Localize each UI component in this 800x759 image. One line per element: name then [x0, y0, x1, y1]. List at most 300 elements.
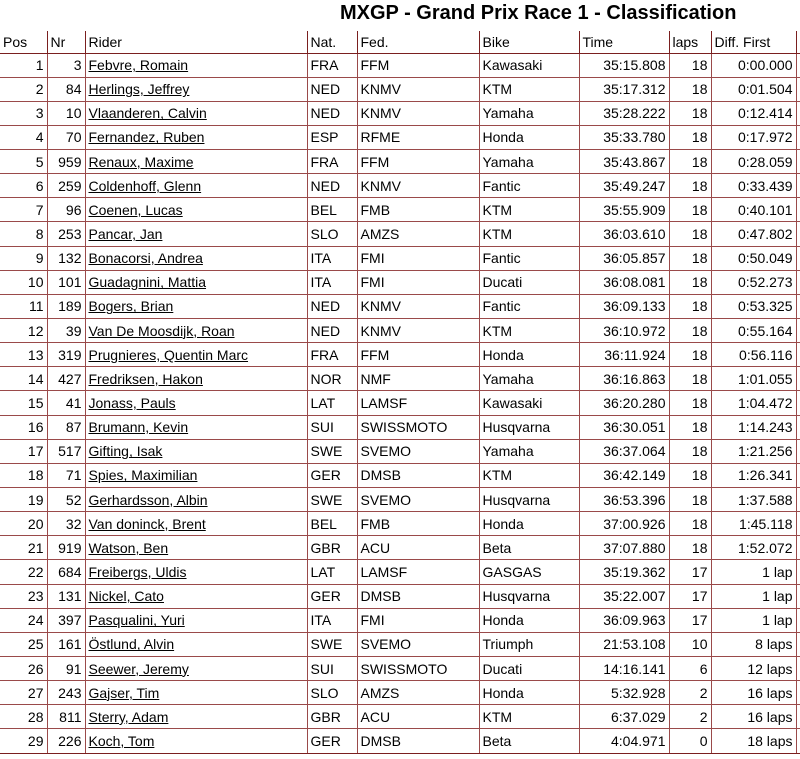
cell-nat: SWE [307, 632, 357, 656]
cell-nat: SUI [307, 657, 357, 681]
cell-nat: ITA [307, 270, 357, 294]
cell-nr: 71 [47, 463, 85, 487]
cell-diff: 8 laps [711, 632, 796, 656]
cell-laps: 18 [669, 198, 711, 222]
cell-diff: 1:04.472 [711, 391, 796, 415]
rider-link[interactable]: Koch, Tom [88, 733, 155, 749]
cell-nr: 70 [47, 125, 85, 149]
rider-link[interactable]: Febvre, Romain [88, 57, 189, 74]
cell-nr: 96 [47, 198, 85, 222]
cell-extra [796, 125, 800, 149]
cell-pos: 28 [0, 705, 47, 729]
cell-diff: 1:14.243 [711, 415, 796, 439]
table-row [0, 77, 800, 101]
table-row [0, 174, 800, 198]
cell-bike: Honda [479, 681, 579, 705]
rider-link[interactable]: Gajser, Tim [88, 684, 160, 701]
rider-link[interactable]: Pasqualini, Yuri [88, 612, 185, 629]
header-laps: laps [669, 31, 711, 53]
cell-extra [796, 150, 800, 174]
cell-nat: SUI [307, 415, 357, 439]
table-row [0, 53, 800, 77]
cell-nr: 226 [47, 729, 85, 753]
cell-laps: 18 [669, 101, 711, 125]
cell-time: 36:16.863 [579, 367, 669, 391]
cell-laps: 18 [669, 319, 711, 343]
cell-laps: 2 [669, 681, 711, 705]
cell-rider [85, 150, 307, 174]
cell-bike: Yamaha [479, 150, 579, 174]
table-row [0, 560, 800, 584]
cell-nat: BEL [307, 198, 357, 222]
cell-pos: 19 [0, 488, 47, 512]
cell-extra [796, 198, 800, 222]
cell-extra [796, 608, 800, 632]
cell-bike: KTM [479, 77, 579, 101]
cell-fed: RFME [357, 125, 479, 149]
page-title: MXGP - Grand Prix Race 1 - Classification [340, 2, 737, 24]
cell-fed: FMB [357, 512, 479, 536]
cell-fed: SWISSMOTO [357, 415, 479, 439]
cell-bike: KTM [479, 319, 579, 343]
cell-time: 4:04.971 [579, 729, 669, 753]
cell-nat: GER [307, 584, 357, 608]
cell-diff: 1 lap [711, 608, 796, 632]
cell-pos: 15 [0, 391, 47, 415]
cell-fed: FMI [357, 608, 479, 632]
table-row [0, 705, 800, 729]
cell-laps: 0 [669, 729, 711, 753]
cell-nat: GBR [307, 705, 357, 729]
cell-rider [85, 174, 307, 198]
cell-diff: 1:52.072 [711, 536, 796, 560]
cell-nr: 811 [47, 705, 85, 729]
cell-time: 36:30.051 [579, 415, 669, 439]
cell-bike: Yamaha [479, 367, 579, 391]
cell-time: 35:55.909 [579, 198, 669, 222]
cell-fed: KNMV [357, 174, 479, 198]
cell-diff: 1:01.055 [711, 367, 796, 391]
cell-nr: 397 [47, 608, 85, 632]
cell-fed: DMSB [357, 463, 479, 487]
cell-laps: 17 [669, 584, 711, 608]
cell-rider [85, 101, 307, 125]
cell-extra [796, 319, 800, 343]
cell-time: 37:00.926 [579, 512, 669, 536]
cell-laps: 18 [669, 512, 711, 536]
cell-nr: 10 [47, 101, 85, 125]
rider-link[interactable]: Nickel, Cato [88, 588, 164, 605]
cell-nat: NED [307, 174, 357, 198]
cell-nat: SLO [307, 222, 357, 246]
cell-rider [85, 632, 307, 656]
cell-rider [85, 125, 307, 149]
cell-nr: 161 [47, 632, 85, 656]
cell-bike: Ducati [479, 270, 579, 294]
cell-nr: 189 [47, 294, 85, 318]
cell-laps: 6 [669, 657, 711, 681]
cell-fed: LAMSF [357, 391, 479, 415]
cell-extra [796, 488, 800, 512]
cell-diff: 0:28.059 [711, 150, 796, 174]
header-nr: Nr [47, 31, 85, 53]
header-row [0, 31, 800, 53]
cell-bike: Yamaha [479, 439, 579, 463]
cell-time: 36:37.064 [579, 439, 669, 463]
rider-link[interactable]: Guadagnini, Mattia [88, 274, 207, 291]
cell-pos: 6 [0, 174, 47, 198]
cell-fed: NMF [357, 367, 479, 391]
cell-laps: 18 [669, 125, 711, 149]
cell-fed: SVEMO [357, 632, 479, 656]
cell-nr: 3 [47, 53, 85, 77]
cell-time: 36:10.972 [579, 319, 669, 343]
cell-bike: Ducati [479, 657, 579, 681]
cell-rider [85, 53, 307, 77]
cell-extra [796, 463, 800, 487]
cell-bike: Kawasaki [479, 391, 579, 415]
cell-laps: 18 [669, 246, 711, 270]
table-row [0, 270, 800, 294]
cell-laps: 2 [669, 705, 711, 729]
cell-nat: GER [307, 463, 357, 487]
rider-link[interactable]: Herlings, Jeffrey [88, 81, 190, 98]
cell-nat: NED [307, 77, 357, 101]
cell-laps: 18 [669, 488, 711, 512]
cell-bike: Kawasaki [479, 53, 579, 77]
cell-extra [796, 536, 800, 560]
cell-pos: 18 [0, 463, 47, 487]
cell-bike: Beta [479, 729, 579, 753]
cell-laps: 18 [669, 222, 711, 246]
cell-nat: GBR [307, 536, 357, 560]
table-row [0, 681, 800, 705]
cell-time: 36:09.963 [579, 608, 669, 632]
cell-nat: BEL [307, 512, 357, 536]
table-row [0, 198, 800, 222]
table-row [0, 729, 800, 753]
cell-bike: KTM [479, 463, 579, 487]
cell-extra [796, 439, 800, 463]
cell-extra [796, 705, 800, 729]
cell-rider [85, 512, 307, 536]
cell-pos: 26 [0, 657, 47, 681]
cell-fed: ACU [357, 536, 479, 560]
cell-fed: AMZS [357, 222, 479, 246]
rider-link[interactable]: Renaux, Maxime [88, 153, 194, 170]
table-row [0, 222, 800, 246]
cell-time: 37:07.880 [579, 536, 669, 560]
cell-fed: DMSB [357, 729, 479, 753]
cell-nr: 32 [47, 512, 85, 536]
cell-extra [796, 77, 800, 101]
cell-pos: 27 [0, 681, 47, 705]
cell-nat: FRA [307, 53, 357, 77]
cell-bike: Honda [479, 343, 579, 367]
rider-link[interactable]: Brumann, Kevin [88, 419, 189, 436]
cell-rider [85, 439, 307, 463]
table-row [0, 125, 800, 149]
cell-time: 35:22.007 [579, 584, 669, 608]
cell-pos: 8 [0, 222, 47, 246]
rider-link[interactable]: Prugnieres, Quentin Marc [88, 346, 249, 363]
cell-pos: 2 [0, 77, 47, 101]
cell-extra [796, 246, 800, 270]
cell-nr: 52 [47, 488, 85, 512]
cell-pos: 12 [0, 319, 47, 343]
cell-fed: FFM [357, 150, 479, 174]
cell-nat: NED [307, 319, 357, 343]
cell-rider [85, 681, 307, 705]
cell-laps: 18 [669, 415, 711, 439]
header-diff: Diff. First [711, 31, 796, 53]
cell-pos: 20 [0, 512, 47, 536]
cell-diff: 0:56.116 [711, 343, 796, 367]
cell-nr: 427 [47, 367, 85, 391]
cell-fed: KNMV [357, 101, 479, 125]
cell-extra [796, 560, 800, 584]
cell-laps: 17 [669, 608, 711, 632]
table-row [0, 536, 800, 560]
cell-nr: 243 [47, 681, 85, 705]
cell-nr: 919 [47, 536, 85, 560]
cell-rider [85, 222, 307, 246]
cell-nr: 131 [47, 584, 85, 608]
cell-diff: 16 laps [711, 681, 796, 705]
cell-fed: LAMSF [357, 560, 479, 584]
cell-fed: FFM [357, 343, 479, 367]
cell-extra [796, 53, 800, 77]
cell-nat: NED [307, 294, 357, 318]
cell-bike: Beta [479, 536, 579, 560]
cell-bike: Husqvarna [479, 415, 579, 439]
cell-rider [85, 391, 307, 415]
cell-extra [796, 343, 800, 367]
table-row [0, 608, 800, 632]
cell-nr: 39 [47, 319, 85, 343]
cell-extra [796, 657, 800, 681]
cell-rider [85, 536, 307, 560]
cell-fed: FMI [357, 246, 479, 270]
cell-nat: LAT [307, 391, 357, 415]
header-pos: Pos [0, 31, 47, 53]
rider-link[interactable]: Gerhardsson, Albin [88, 491, 208, 508]
cell-pos: 9 [0, 246, 47, 270]
cell-nr: 91 [47, 657, 85, 681]
table-row [0, 657, 800, 681]
table-row [0, 512, 800, 536]
cell-nr: 101 [47, 270, 85, 294]
cell-bike: Yamaha [479, 101, 579, 125]
cell-nat: ESP [307, 125, 357, 149]
cell-pos: 17 [0, 439, 47, 463]
classification-table [0, 31, 800, 754]
cell-extra [796, 391, 800, 415]
table-row [0, 319, 800, 343]
cell-fed: SWISSMOTO [357, 657, 479, 681]
cell-laps: 18 [669, 150, 711, 174]
cell-time: 36:08.081 [579, 270, 669, 294]
cell-time: 6:37.029 [579, 705, 669, 729]
cell-pos: 22 [0, 560, 47, 584]
cell-diff: 18 laps [711, 729, 796, 753]
cell-nat: FRA [307, 150, 357, 174]
cell-laps: 18 [669, 174, 711, 198]
rider-link[interactable]: Östlund, Alvin [88, 636, 175, 653]
rider-link[interactable]: Bonacorsi, Andrea [88, 250, 203, 267]
cell-extra [796, 270, 800, 294]
cell-rider [85, 198, 307, 222]
cell-nat: GER [307, 729, 357, 753]
cell-fed: KNMV [357, 77, 479, 101]
cell-fed: SVEMO [357, 488, 479, 512]
table-row [0, 488, 800, 512]
cell-extra [796, 681, 800, 705]
cell-bike: KTM [479, 705, 579, 729]
header-nat: Nat. [307, 31, 357, 53]
cell-rider [85, 415, 307, 439]
cell-nr: 84 [47, 77, 85, 101]
cell-diff: 0:12.414 [711, 101, 796, 125]
cell-nr: 41 [47, 391, 85, 415]
cell-rider [85, 705, 307, 729]
cell-time: 35:28.222 [579, 101, 669, 125]
cell-laps: 18 [669, 270, 711, 294]
cell-time: 36:09.133 [579, 294, 669, 318]
table-row [0, 246, 800, 270]
cell-fed: FMI [357, 270, 479, 294]
rider-link[interactable]: Gifting, Isak [88, 443, 163, 460]
cell-diff: 0:01.504 [711, 77, 796, 101]
cell-time: 35:17.312 [579, 77, 669, 101]
cell-nat: NOR [307, 367, 357, 391]
cell-diff: 0:55.164 [711, 319, 796, 343]
cell-time: 36:11.924 [579, 343, 669, 367]
cell-fed: KNMV [357, 319, 479, 343]
cell-bike: Husqvarna [479, 488, 579, 512]
cell-extra [796, 101, 800, 125]
cell-time: 36:03.610 [579, 222, 669, 246]
cell-rider [85, 294, 307, 318]
cell-nr: 319 [47, 343, 85, 367]
cell-time: 5:32.928 [579, 681, 669, 705]
cell-diff: 0:53.325 [711, 294, 796, 318]
header-extra [796, 31, 800, 53]
cell-diff: 1:21.256 [711, 439, 796, 463]
rider-link[interactable]: Van De Moosdijk, Roan [88, 322, 235, 339]
cell-time: 35:43.867 [579, 150, 669, 174]
rider-link[interactable]: Fernandez, Ruben [88, 129, 205, 146]
cell-diff: 1 lap [711, 560, 796, 584]
cell-extra [796, 729, 800, 753]
cell-diff: 1 lap [711, 584, 796, 608]
cell-laps: 18 [669, 53, 711, 77]
cell-rider [85, 343, 307, 367]
cell-nr: 87 [47, 415, 85, 439]
cell-pos: 21 [0, 536, 47, 560]
cell-nat: LAT [307, 560, 357, 584]
cell-diff: 1:26.341 [711, 463, 796, 487]
cell-rider [85, 560, 307, 584]
cell-diff: 0:40.101 [711, 198, 796, 222]
cell-laps: 18 [669, 343, 711, 367]
cell-nat: SWE [307, 439, 357, 463]
cell-extra [796, 367, 800, 391]
cell-pos: 3 [0, 101, 47, 125]
cell-time: 36:20.280 [579, 391, 669, 415]
rider-link[interactable]: Sterry, Adam [88, 708, 169, 725]
table-row [0, 584, 800, 608]
cell-extra [796, 512, 800, 536]
cell-rider [85, 77, 307, 101]
cell-pos: 7 [0, 198, 47, 222]
cell-diff: 0:33.439 [711, 174, 796, 198]
cell-laps: 18 [669, 367, 711, 391]
table-row [0, 415, 800, 439]
rider-link[interactable]: Watson, Ben [88, 539, 169, 556]
cell-diff: 1:45.118 [711, 512, 796, 536]
rider-link[interactable]: Van doninck, Brent [88, 515, 206, 532]
cell-nat: FRA [307, 343, 357, 367]
cell-pos: 14 [0, 367, 47, 391]
cell-pos: 5 [0, 150, 47, 174]
cell-diff: 16 laps [711, 705, 796, 729]
cell-time: 35:33.780 [579, 125, 669, 149]
cell-nr: 684 [47, 560, 85, 584]
cell-time: 21:53.108 [579, 632, 669, 656]
rider-link[interactable]: Vlaanderen, Calvin [88, 105, 207, 122]
cell-bike: Husqvarna [479, 584, 579, 608]
cell-pos: 29 [0, 729, 47, 753]
table-row [0, 101, 800, 125]
cell-extra [796, 584, 800, 608]
cell-nat: NED [307, 101, 357, 125]
cell-pos: 24 [0, 608, 47, 632]
rider-link[interactable]: Freibergs, Uldis [88, 564, 187, 581]
cell-diff: 0:47.802 [711, 222, 796, 246]
rider-link[interactable]: Coldenhoff, Glenn [88, 177, 202, 194]
cell-rider [85, 319, 307, 343]
rider-link[interactable]: Jonass, Pauls [88, 395, 176, 412]
rider-link[interactable]: Coenen, Lucas [88, 201, 183, 218]
cell-laps: 18 [669, 391, 711, 415]
cell-rider [85, 270, 307, 294]
cell-diff: 0:50.049 [711, 246, 796, 270]
rider-link[interactable]: Bogers, Brian [88, 298, 174, 315]
table-row [0, 343, 800, 367]
cell-nat: ITA [307, 608, 357, 632]
cell-bike: Fantic [479, 294, 579, 318]
rider-link[interactable]: Pancar, Jan [88, 226, 163, 243]
cell-nr: 132 [47, 246, 85, 270]
cell-fed: ACU [357, 705, 479, 729]
cell-rider [85, 463, 307, 487]
table-row [0, 150, 800, 174]
rider-link[interactable]: Fredriksen, Hakon [88, 370, 203, 387]
cell-diff: 1:37.588 [711, 488, 796, 512]
rider-link[interactable]: Seewer, Jeremy [88, 660, 189, 677]
rider-link[interactable]: Spies, Maximilian [88, 467, 198, 484]
cell-fed: FFM [357, 53, 479, 77]
cell-time: 14:16.141 [579, 657, 669, 681]
table-row [0, 439, 800, 463]
cell-diff: 0:17.972 [711, 125, 796, 149]
cell-bike: Triumph [479, 632, 579, 656]
cell-nat: SLO [307, 681, 357, 705]
cell-rider [85, 488, 307, 512]
cell-extra [796, 222, 800, 246]
cell-bike: KTM [479, 222, 579, 246]
